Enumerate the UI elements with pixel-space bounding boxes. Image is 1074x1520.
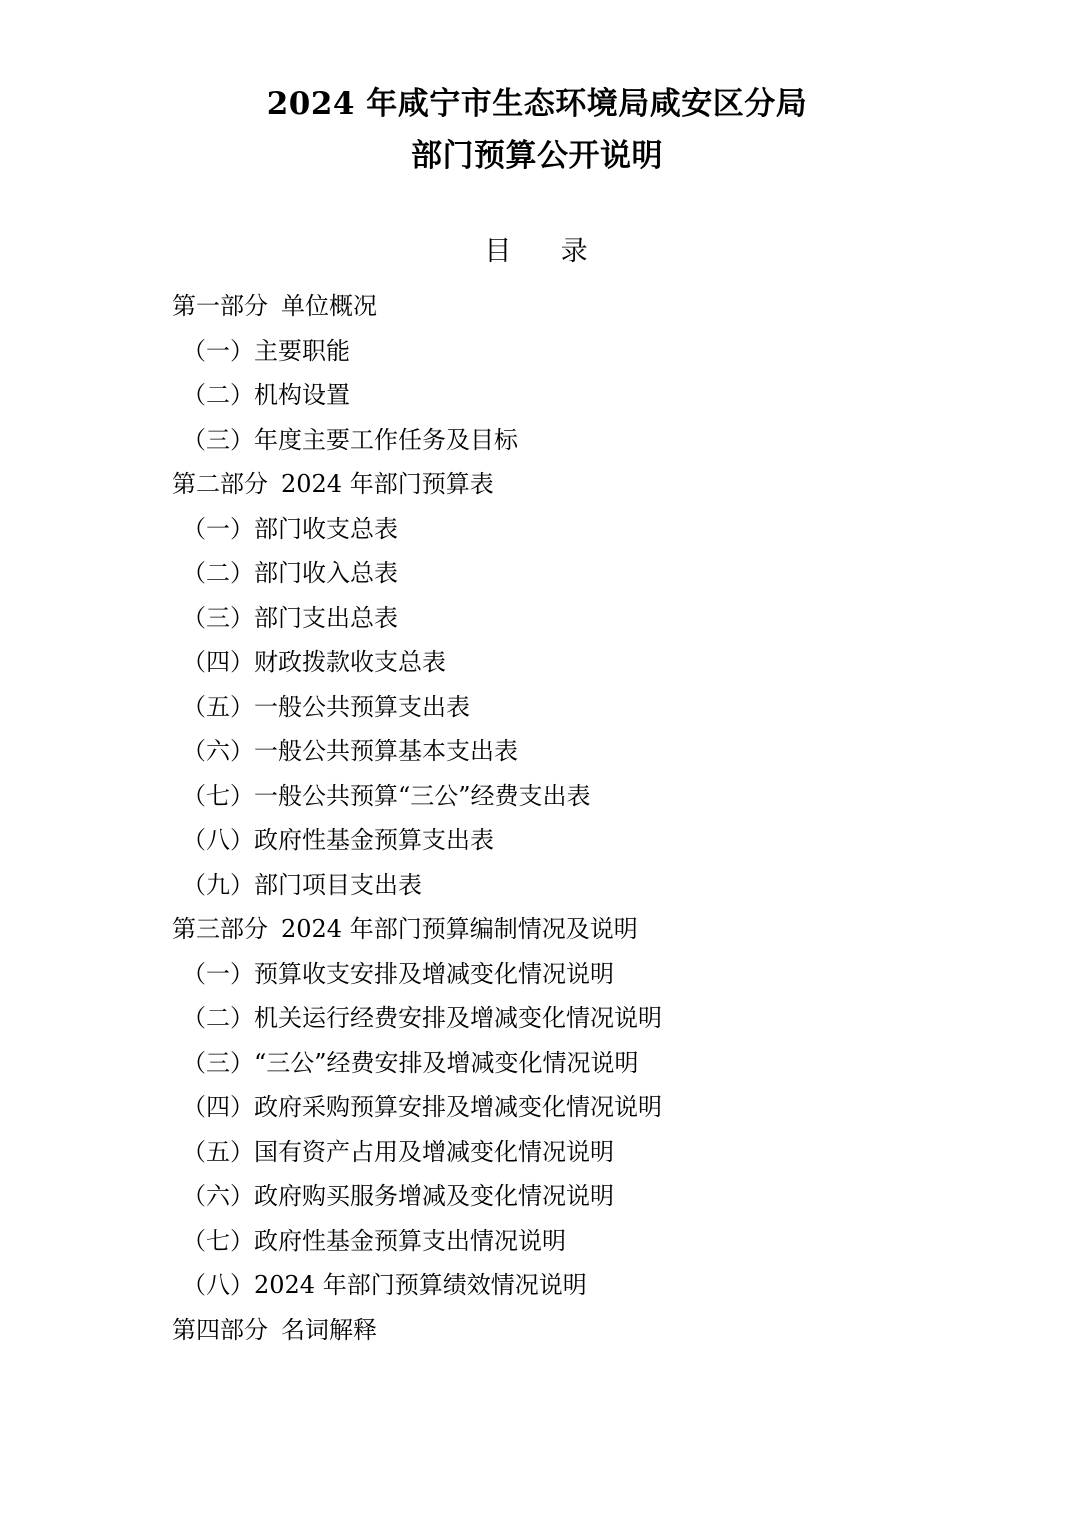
toc-item-label: 2024 年部门预算表 [281,470,494,498]
page-title-line-1: 2024 年咸宁市生态环境局咸安区分局 [266,86,808,122]
toc-heading-right: 录 [560,236,590,267]
toc-sub-item[interactable] [110,596,964,641]
page-title [110,78,964,182]
toc-sub-item[interactable] [110,373,964,418]
toc-item-label: （三）部门支出总表 [182,603,398,632]
toc-item-label: （一）部门收支总表 [182,514,398,543]
toc-sub-item[interactable] [110,1041,964,1086]
toc-heading-left: 目 [484,236,514,267]
toc-item-label: （七）一般公共预算“三公”经费支出表 [182,781,591,810]
toc-item-label: 2024 年部门预算编制情况及说明 [281,915,638,943]
toc-part-item[interactable] [110,284,964,329]
toc-item-label: （四）财政拨款收支总表 [182,648,446,676]
toc-part-label: 第二部分 [172,470,268,498]
page-title-line-2: 部门预算公开说明 [411,138,663,174]
toc-sub-item[interactable] [110,507,964,552]
toc-sub-item[interactable] [110,1085,964,1130]
toc-item-label: （八）2024 年部门预算绩效情况说明 [182,1271,587,1299]
toc-sub-item[interactable] [110,1263,964,1308]
toc-item-label: （七）政府性基金预算支出情况说明 [182,1226,566,1255]
toc-sub-item[interactable] [110,640,964,685]
toc-item-label: （一）主要职能 [182,336,350,365]
toc-sub-item[interactable] [110,1174,964,1219]
toc-item-label: （三）年度主要工作任务及目标 [182,425,518,454]
toc-heading [110,234,964,270]
toc-part-label: 第三部分 [172,915,268,943]
toc-item-label: （二）部门收入总表 [182,559,398,587]
toc-sub-item[interactable] [110,952,964,997]
toc-item-label: （二）机关运行经费安排及增减变化情况说明 [182,1004,662,1032]
toc-part-item[interactable] [110,462,964,507]
toc-sub-item[interactable] [110,551,964,596]
toc-part-label: 第四部分 [172,1315,268,1344]
toc-part-item[interactable] [110,1308,964,1353]
toc-sub-item[interactable] [110,685,964,730]
toc-item-label: （二）机构设置 [182,381,350,409]
toc-sub-item[interactable] [110,818,964,863]
toc-part-label: 第一部分 [172,292,268,320]
toc-item-label: （四）政府采购预算安排及增减变化情况说明 [182,1093,662,1121]
toc-item-label: 名词解释 [281,1315,377,1344]
toc-item-label: （八）政府性基金预算支出表 [182,826,494,854]
toc-sub-item[interactable] [110,329,964,374]
toc-sub-item[interactable] [110,729,964,774]
toc-item-label: （九）部门项目支出表 [182,870,422,899]
toc-sub-item[interactable] [110,774,964,819]
table-of-contents [110,284,964,1352]
toc-sub-item[interactable] [110,863,964,908]
toc-sub-item[interactable] [110,418,964,463]
toc-item-label: （五）国有资产占用及增减变化情况说明 [182,1137,614,1166]
toc-sub-item[interactable] [110,1219,964,1264]
toc-item-label: 单位概况 [281,292,377,320]
toc-part-item[interactable] [110,907,964,952]
toc-item-label: （六）一般公共预算基本支出表 [182,737,518,765]
toc-item-label: （六）政府购买服务增减及变化情况说明 [182,1182,614,1210]
toc-sub-item[interactable] [110,996,964,1041]
toc-item-label: （三）“三公”经费安排及增减变化情况说明 [182,1048,639,1077]
toc-item-label: （一）预算收支安排及增减变化情况说明 [182,959,614,988]
toc-item-label: （五）一般公共预算支出表 [182,692,470,721]
toc-sub-item[interactable] [110,1130,964,1175]
